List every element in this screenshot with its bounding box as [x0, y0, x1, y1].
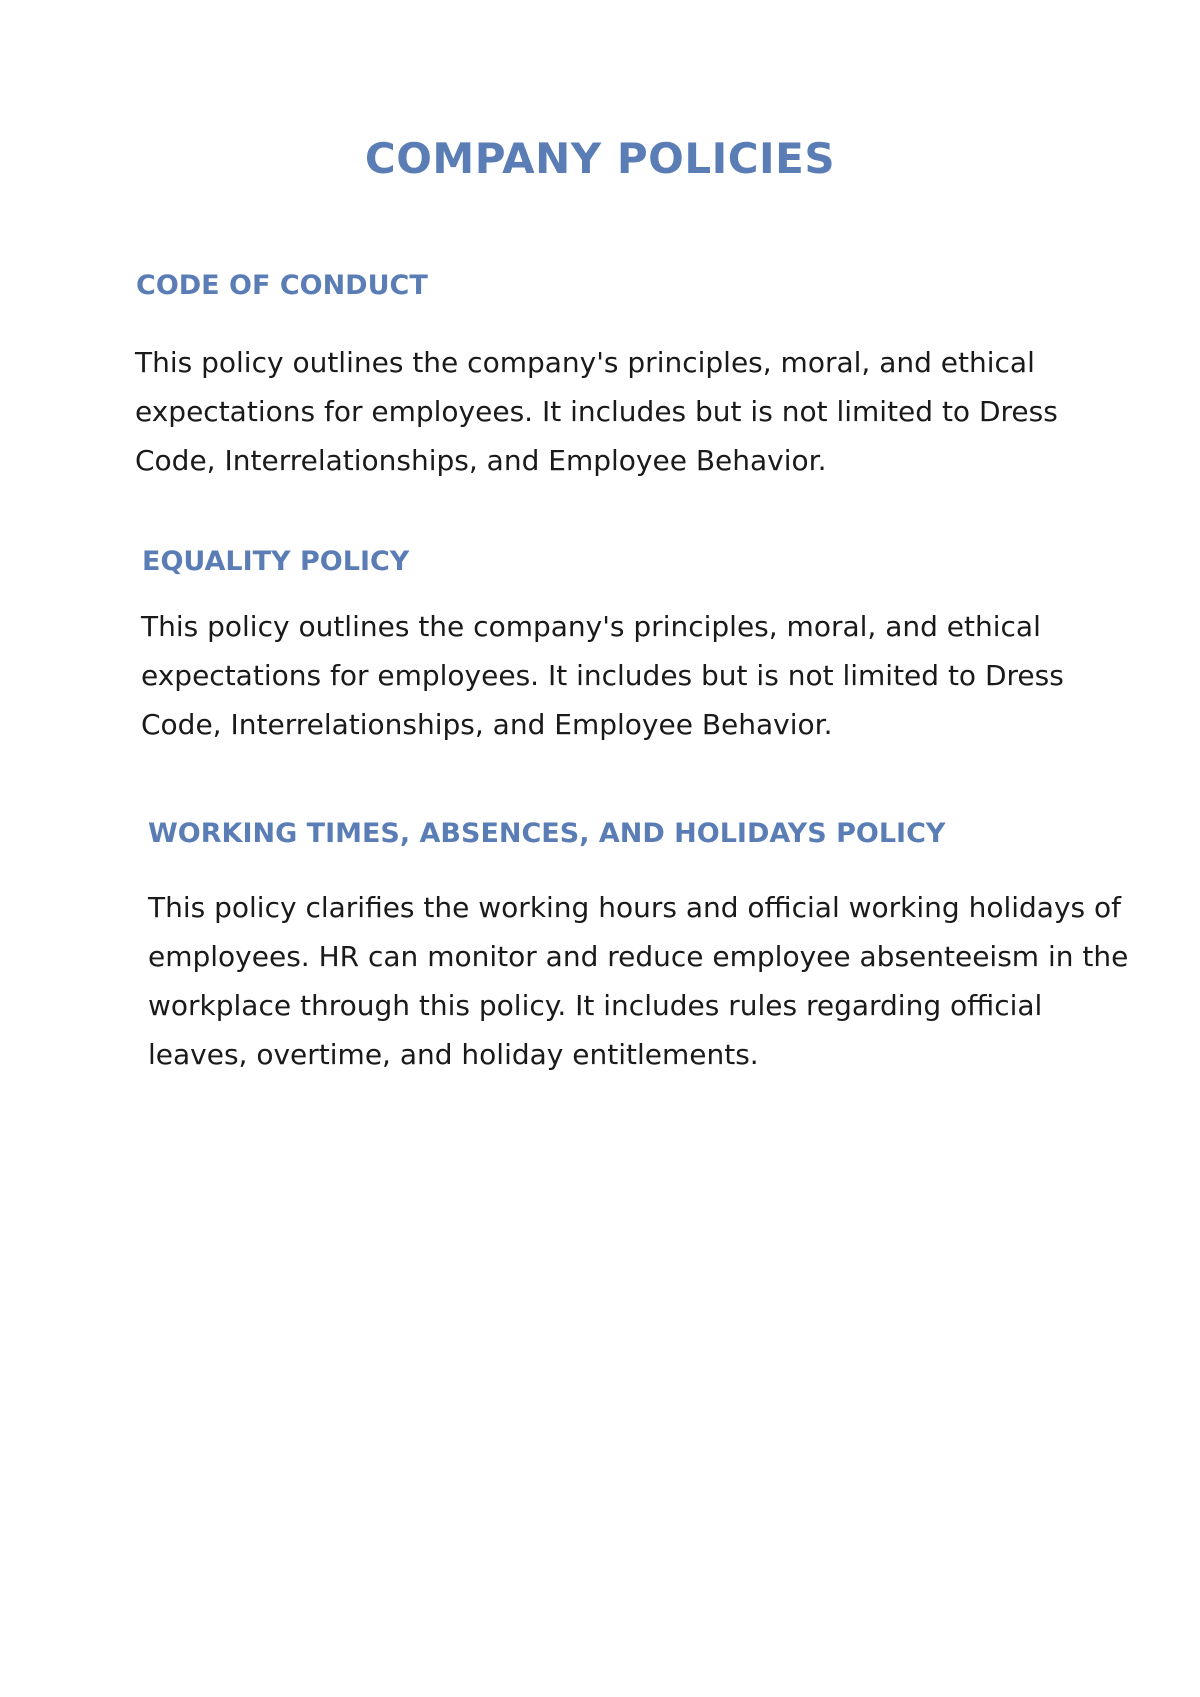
section-body-code-of-conduct: This policy outlines the company's principles, moral, and ethical expectations for employees. It includes but is not limited to Dress Code, Interrelationships, and Employee Behavior.: [135, 346, 1058, 477]
section-body-equality-policy: This policy outlines the company's principles, moral, and ethical expectations for employees. It includes but is not limited to Dress Code, Interrelationships, and Employee Behavior.: [141, 610, 1064, 741]
section-body-working-times-policy: This policy clarifies the working hours and official working holidays of employees. HR can monitor and reduce employee absenteeism in the workplace through this policy. It includes rules regarding official leaves, overtime, and holiday entitlements.: [148, 891, 1129, 1071]
section-heading-equality-policy: EQUALITY POLICY: [142, 546, 410, 577]
section-heading-working-times-policy: WORKING TIMES, ABSENCES, AND HOLIDAYS POLICY: [148, 818, 946, 849]
page-title: COMPANY POLICIES: [364, 134, 836, 183]
section-heading-code-of-conduct: CODE OF CONDUCT: [136, 270, 428, 301]
